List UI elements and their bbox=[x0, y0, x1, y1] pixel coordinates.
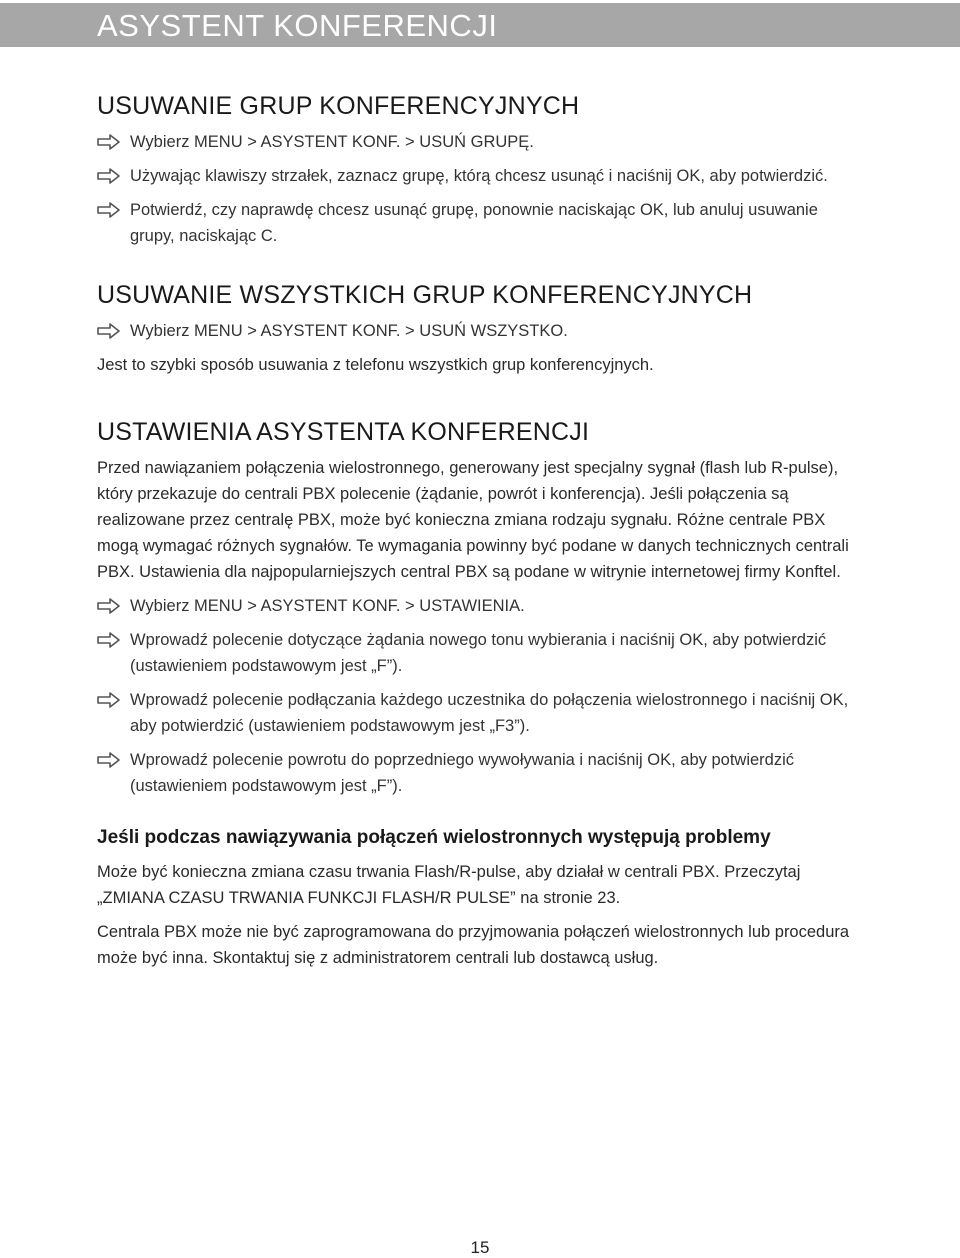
step-item bbox=[97, 687, 857, 739]
arrow-right-icon bbox=[97, 163, 130, 189]
section-heading: USUWANIE GRUP KONFERENCYJNYCH bbox=[97, 92, 580, 120]
section-note: Jest to szybki sposób usuwania z telefonu wszystkich grup konferencyjnych. bbox=[97, 356, 654, 374]
step-text: Potwierdź, czy naprawdę chcesz usunąć grupę, ponownie naciskając OK, lub anuluj usuwanie grupy, naciskając C. bbox=[130, 201, 818, 245]
step-text: Wprowadź polecenie powrotu do poprzedniego wywoływania i naciśnij OK, aby potwierdzić (ustawieniem podstawowym jest „F”). bbox=[130, 751, 795, 795]
header-bar bbox=[0, 3, 960, 47]
arrow-right-icon bbox=[97, 627, 130, 653]
arrow-right-icon bbox=[97, 129, 130, 155]
arrow-right-icon bbox=[97, 197, 130, 223]
page-title: ASYSTENT KONFERENCJI bbox=[97, 8, 498, 43]
step-text: Wprowadź polecenie podłączania każdego uczestnika do połączenia wielostronnego i naciśnij OK, aby potwierdzić (ustawieniem podstawowym jest „F3”). bbox=[130, 691, 849, 735]
troubleshooting-heading: Jeśli podczas nawiązywania połączeń wielostronnych występują problemy bbox=[97, 827, 771, 848]
section-troubleshooting bbox=[97, 827, 857, 971]
page-number: 15 bbox=[470, 1238, 490, 1257]
step-item bbox=[97, 627, 857, 679]
troubleshooting-paragraph: Centrala PBX może nie być zaprogramowana do przyjmowania połączeń wielostronnych lub procedura może być inna. Skontaktuj się z administratorem centrali lub dostawcą usług. bbox=[97, 923, 850, 967]
troubleshooting-paragraph: Może być konieczna zmiana czasu trwania Flash/R-pulse, aby działał w centrali PBX. Przeczytaj „ZMIANA CZASU TRWANIA FUNKCJI FLASH/R PULSE” na stronie 23. bbox=[97, 863, 801, 907]
arrow-right-icon bbox=[97, 593, 130, 619]
page-content bbox=[97, 92, 857, 979]
step-item bbox=[97, 747, 857, 799]
step-text: Wybierz MENU > ASYSTENT KONF. > USUŃ GRUPĘ. bbox=[130, 133, 534, 151]
step-text: Wybierz MENU > ASYSTENT KONF. > USTAWIENIA. bbox=[130, 597, 525, 615]
step-text: Wprowadź polecenie dotyczące żądania nowego tonu wybierania i naciśnij OK, aby potwierdzić (ustawieniem podstawowym jest „F”). bbox=[130, 631, 827, 675]
section-intro: Przed nawiązaniem połączenia wielostronnego, generowany jest specjalny sygnał (flash lub R-pulse), który przekazuje do centrali PBX polecenie (żądanie, powrót i konferencja). Jeśli połączenia są realizowane przez centralę PBX, może być konieczna zmiana rodzaju sygnału. Różne centrale PBX mogą wymagać różnych sygnałów. Te wymagania powinny być podane w danych technicznych centrali PBX. Ustawienia dla najpopularniejszych central PBX są podane w witrynie internetowej firmy Konftel. bbox=[97, 459, 849, 581]
step-item bbox=[97, 197, 857, 249]
section-delete-all-groups bbox=[97, 281, 857, 378]
step-text: Wybierz MENU > ASYSTENT KONF. > USUŃ WSZYSTKO. bbox=[130, 322, 568, 340]
step-text: Używając klawiszy strzałek, zaznacz grupę, którą chcesz usunąć i naciśnij OK, aby potwierdzić. bbox=[130, 167, 828, 185]
step-item bbox=[97, 163, 857, 189]
step-item bbox=[97, 129, 857, 155]
arrow-right-icon bbox=[97, 747, 130, 773]
arrow-right-icon bbox=[97, 318, 130, 344]
arrow-right-icon bbox=[97, 687, 130, 713]
section-delete-groups bbox=[97, 92, 857, 249]
step-item bbox=[97, 593, 857, 619]
section-heading: USUWANIE WSZYSTKICH GRUP KONFERENCYJNYCH bbox=[97, 281, 753, 309]
section-heading: USTAWIENIA ASYSTENTA KONFERENCJI bbox=[97, 418, 590, 446]
step-item bbox=[97, 318, 857, 344]
section-assistant-settings bbox=[97, 418, 857, 799]
